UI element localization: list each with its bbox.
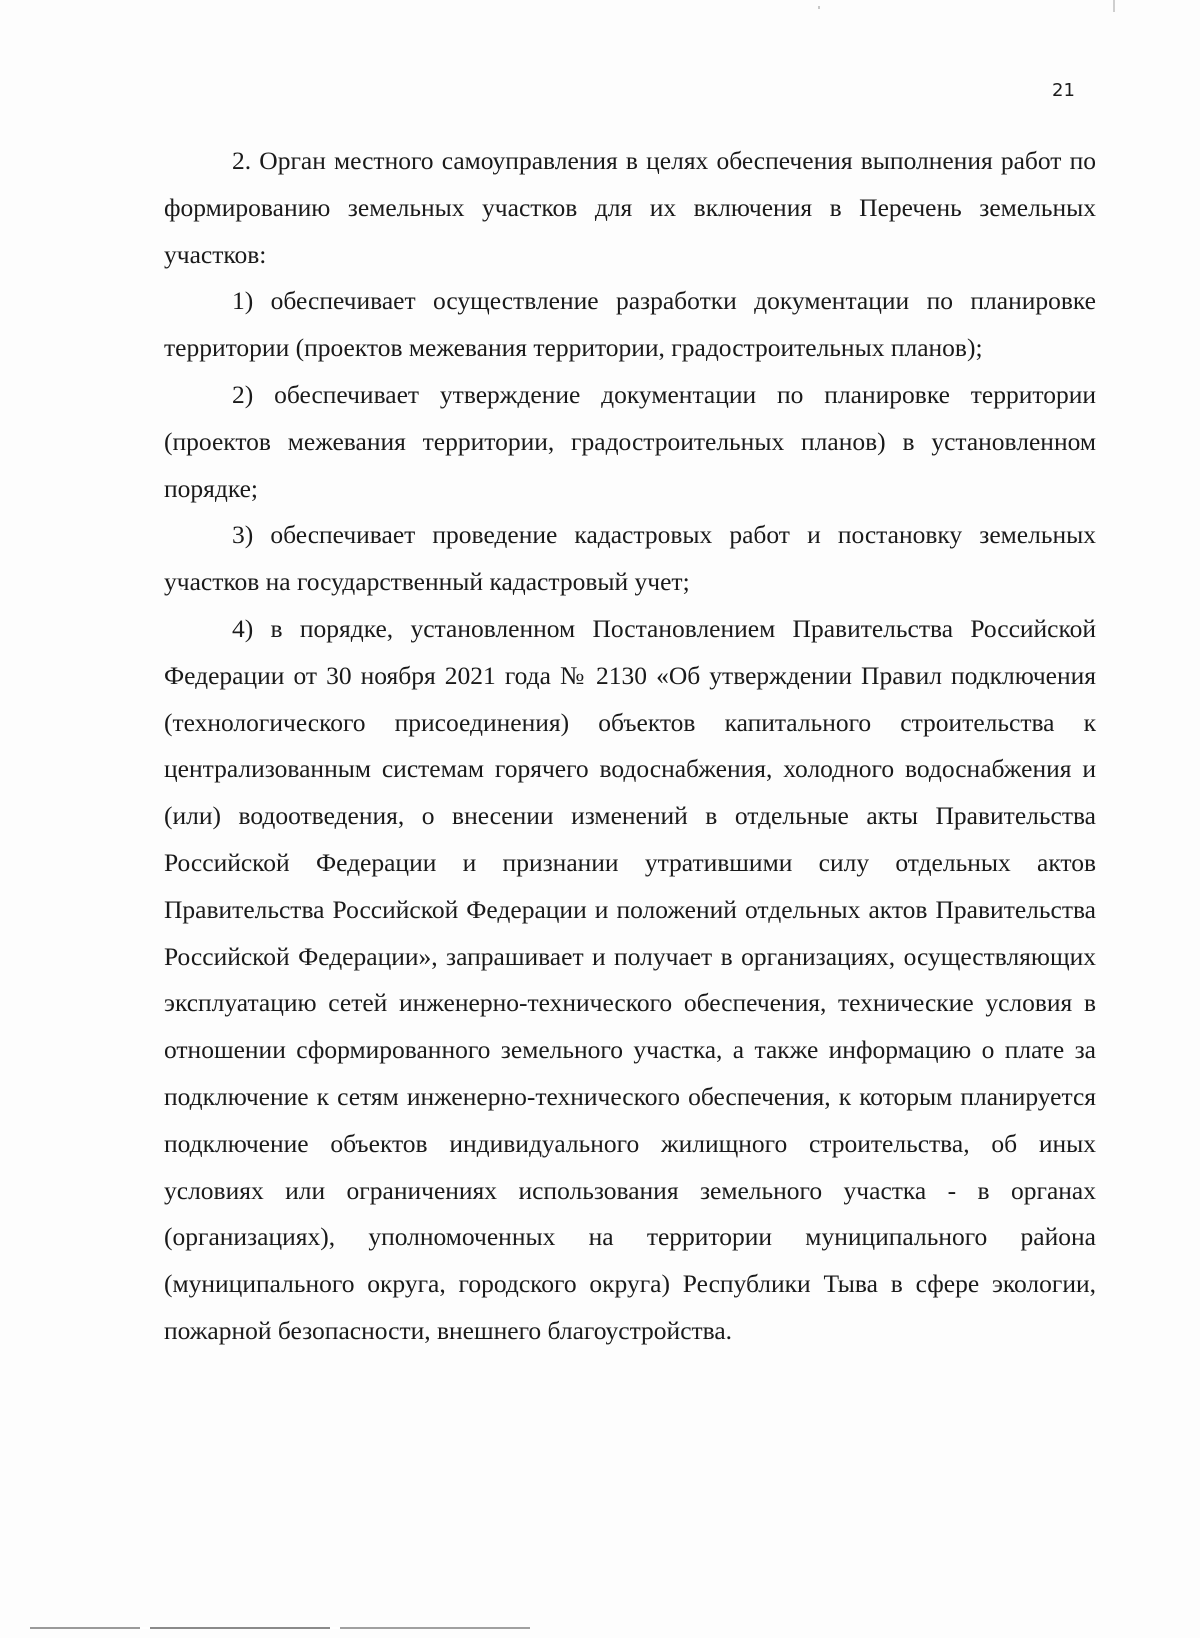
document-body [164, 138, 1096, 1355]
paragraph-clause-2: 2. Орган местного самоуправления в целях обеспечения выполнения работ по формированию земельных участков для их включения в Перечень земельных участков: [164, 146, 1096, 269]
paragraph-item-4: 4) в порядке, установленном Постановлением Правительства Российской Федерации от 30 ноября 2021 года № 2130 «Об утверждении Правил подключения (технологического присоединения) объектов капитального строительства к централизованным системам горячего водоснабжения, холодного водоснабжения и (или) водоотведения, о внесении изменений в отдельные акты Правительства Российской Федерации и признании утратившими силу отдельных актов Правительства Российской Федерации и положений отдельных актов Правительства Российской Федерации», запрашивает и получает в организациях, осуществляющих эксплуатацию сетей инженерно-технического обеспечения, технические условия в отношении сформированного земельного участка, а также информацию о плате за подключение к сетям инженерно-технического обеспечения, к которым планируется подключение объектов индивидуального жилищного строительства, об иных условиях или ограничениях использования земельного участка - в органах (организациях), уполномоченных на территории муниципального района (муниципального округа, городского округа) Республики Тыва в сфере экологии, пожарной безопасности, внешнего благоустройства. [164, 613, 1096, 1345]
page-number: 21 [1052, 80, 1075, 101]
scan-artifact-dot [818, 6, 820, 9]
paragraph-item-2: 2) обеспечивает утверждение документации по планировке территории (проектов межевания территории, градостроительных планов) в установленном порядке; [164, 379, 1096, 503]
scan-artifact-mark [1113, 0, 1115, 12]
paragraph-item-1: 1) обеспечивает осуществление разработки документации по планировке территории (проектов межевания территории, градостроительных планов); [164, 286, 1096, 363]
scan-artifact-bottom-edge [30, 1627, 530, 1629]
paragraph-item-3: 3) обеспечивает проведение кадастровых работ и постановку земельных участков на государственный кадастровый учет; [164, 520, 1096, 597]
